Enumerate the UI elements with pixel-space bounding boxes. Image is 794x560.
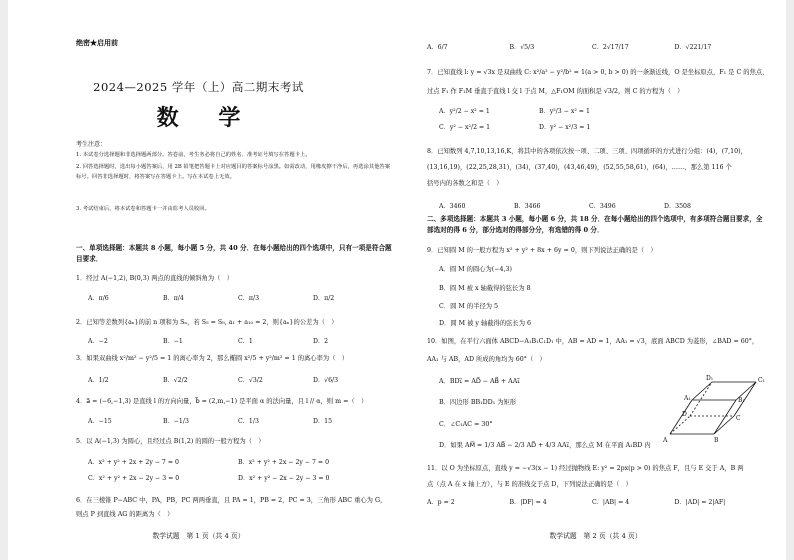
question-6-options (427, 42, 757, 51)
question-7-options (439, 106, 639, 131)
question-9-option-b: B．圆 M 被 x 轴截得的弦长为 8 (439, 285, 531, 292)
note-2: 2. 回答选择题时，选出每小题答案后，用 2B 铅笔把答题卡上对应题目的答案标号涂黑。如需改动，用橡皮擦干净后，再选涂其他答案标号。回答非选择题时，将答案写在答题卡上。写在本试卷上无效。 (76, 164, 390, 180)
label-b1: B₁ (738, 397, 745, 404)
label-d1: D₁ (706, 375, 714, 382)
question-3-stem: 3．如果双曲线 x²/m² − y²/5 = 1 的离心率为 2，那么椭圆 x²/5 + y²/m² = 1 的离心率为（ ） (76, 355, 349, 362)
option: B．π/4 (163, 295, 184, 302)
option: D．|AD| = 2|AF| (674, 499, 726, 506)
parallelepiped-figure (662, 372, 787, 444)
section-1-heading: 一、单项选择题：本题共 8 小题，每小题 5 分，共 40 分．在每小题给出的四个选项中，只有一项是符合题目要求． (76, 244, 392, 263)
question-4-stem: 4．a⃗ = (−6,−1,3) 是直线 l 的方向向量，b⃗ = (2,m,−1) 是平面 α 的法向量，且 l // α，则 m =（ ） (76, 398, 368, 405)
option: C．√3/2 (238, 377, 263, 384)
option: A．6/7 (427, 44, 448, 51)
option: B．√2/2 (163, 377, 188, 384)
question-9-option-c: C．圆 M 的半径为 5 (439, 303, 499, 310)
label-c1: C₁ (758, 377, 765, 384)
option: B．|DF| = 4 (509, 499, 547, 506)
question-4-options (88, 416, 388, 425)
option: A．3460 (439, 203, 466, 210)
question-8-stem-line1: 8．已知数列 4,7,10,13,16,K，将其中的各项依次按一项、二项、三项、四项循环的方式进行分组：(4)，(7,10)， (427, 148, 747, 155)
option: D．3508 (664, 203, 691, 210)
option: D．π/2 (313, 295, 335, 302)
page-footer: 数学试题 第 1 页（共 4 页） (152, 532, 245, 540)
confidential-label: 绝密★启用前 (76, 38, 118, 47)
question-8-stem-line2: (13,16,19)，(22,25,28,31)，(34)，(37,40)，(43,46,49)，(52,55,58,61)，(64)，……，那么第 116 个 (427, 164, 732, 171)
question-5-stem: 5．以 A(−1,3) 为圆心，且经过点 B(1,2) 的圆的一般方程为（ ） (76, 438, 265, 445)
label-b: B (714, 437, 719, 444)
exam-title: 2024—2025 学年（上）高二期末考试 (93, 80, 304, 94)
option: A．−2 (88, 338, 108, 345)
question-11-stem-line2: 点（点 A 在 x 轴上方），与 E 的准线交于点 D，下列说法正确的是（ ） (427, 481, 632, 488)
binding-strip-right (786, 0, 794, 560)
question-7-stem-line2: 过点 F₁ 作 F₁M 垂直于直线 l 交 l 于点 M，△F₁OM 的面积是 √3/2，则 C 的方程为（ ） (427, 88, 684, 95)
option: A．1/2 (88, 377, 109, 384)
option: C．1/3 (238, 418, 259, 425)
section-2-heading: 二、多项选择题：本题共 3 小题，每小题 6 分，共 18 分．在每小题给出的四个选项中，有多项符合题目要求，全部选对的得 6 分，部分选对的得部分分，有选错的得 0 分． (427, 215, 763, 234)
subject-title: 数 学 (156, 105, 257, 131)
question-5-options (88, 457, 388, 482)
page-right (397, 0, 794, 560)
option: A．p = 2 (427, 499, 455, 506)
option: B．√5/3 (509, 44, 535, 51)
question-1-stem: 1．经过 A(−1,2), B(0,3) 两点的直线的倾斜角为（ ） (76, 275, 234, 282)
question-8-options (439, 201, 739, 210)
question-9-stem: 9．已知圆 M 的一般方程为 x² + y² + 8x + 6y = 0，则下列说法正确的是（ ） (427, 247, 657, 254)
option: C．x² + y² + 2x − 2y − 3 = 0 (88, 475, 180, 482)
option: A．x² + y² + 2x + 2y − 7 = 0 (88, 459, 179, 466)
question-10-option-a: A．BD₁⃗ = AD⃗ − AB⃗ + AA₁⃗ (439, 378, 520, 385)
option: D．y² − x²/3 = 1 (539, 124, 591, 131)
question-10-stem-line1: 10．如图，在平行六面体 ABCD−A₁B₁C₁D₁ 中，AB = AD = 1，AA₁ = √3，底面 ABCD 为菱形，∠BAD = 60°， (427, 338, 759, 345)
question-11-options (427, 497, 757, 506)
question-10-option-b: B．四边形 BB₁DD₁ 为矩形 (439, 399, 517, 406)
question-6-stem-line1: 6．在三棱锥 P−ABC 中，PA，PB，PC 两两垂直，且 PA = 1，PB = 2，PC = 3，三角形 ABC 重心为 G， (76, 497, 387, 504)
option: A．π/6 (88, 295, 109, 302)
label-a1: A₁ (684, 395, 691, 402)
option: D．√221/17 (674, 44, 712, 51)
option: A．y²/2 − x² = 1 (439, 108, 490, 115)
option: C．3496 (589, 203, 616, 210)
option: C．y² − x²/2 = 1 (439, 124, 491, 131)
question-10-stem-line2: AA₁ 与 AB，AD 所成的角均为 60°（ ） (427, 356, 546, 363)
question-9-option-d: D．圆 M 被 y 轴截得的弦长为 6 (439, 320, 532, 327)
question-2-options (88, 336, 388, 345)
page-footer: 数学试题 第 2 页（共 4 页） (549, 532, 642, 540)
question-9-option-a: A．圆 M 的圆心为(−4,3) (439, 266, 512, 273)
option: C．2√17/17 (592, 44, 629, 51)
option: B．x² + y² + 2x − 2y − 7 = 0 (238, 459, 330, 466)
question-2-stem: 2．已知等差数列{aₙ}的前 n 项和为 Sₙ，若 S₅ = S₉, a₁ + a₁₀ = 2，则{aₙ}的公差为（ ） (76, 319, 338, 326)
notes-heading: 考生注意： (76, 141, 107, 148)
option: B．3466 (514, 203, 541, 210)
question-10-option-c: C．∠C₁AC = 30° (439, 421, 493, 428)
question-7-stem-line1: 7．已知直线 l: y = √3x 是双曲线 C: x²/a² − y²/b² = 1(a > 0, b > 0) 的一条渐近线，O 是坐标原点，F₁ 是 C 的焦点， (427, 69, 769, 76)
question-11-stem-line1: 11．以 O 为坐标原点，直线 y = −√3(x − 1) 经过抛物线 E: y² = 2px(p > 0) 的焦点 F，且与 E 交于 A，B 两 (427, 465, 744, 472)
label-a: A (663, 437, 668, 444)
option: D．2 (313, 338, 329, 345)
question-8-stem-line3: 括号内的各数之和是（ ） (427, 180, 503, 187)
option: D．15 (313, 418, 333, 425)
option: C．1 (238, 338, 253, 345)
option: A．−15 (88, 418, 112, 425)
label-c: C (736, 415, 741, 422)
option: C．π/3 (238, 295, 260, 302)
option: D．√6/3 (313, 377, 339, 384)
question-3-options (88, 375, 388, 384)
label-d: D (682, 411, 687, 418)
note-3: 3. 考试结束后，将本试卷和答题卡一并由监考人员收回。 (76, 206, 210, 212)
option: D．x² + y² − 2x − 2y − 3 = 0 (238, 475, 330, 482)
question-10-option-d: D．如果 AM⃗ = 1/3 AB⃗ − 2/3 AD⃗ + 4/3 AA₁⃗，那么点 M 在平面 A₁BD 内 (439, 442, 651, 449)
option: B．y²/3 − x² = 1 (539, 108, 590, 115)
option: C．|AB| = 4 (592, 499, 630, 506)
option: B．−1/3 (163, 418, 189, 425)
question-6-stem-line2: 则点 P 到直线 AG 的距离为（ ） (76, 511, 174, 518)
note-1: 1. 本试卷分选择题和非选择题两部分。答卷前，考生务必将自己的姓名、准考证号填写在答题卡上。 (76, 152, 311, 158)
question-1-options (88, 293, 388, 302)
option: B．−1 (163, 338, 183, 345)
